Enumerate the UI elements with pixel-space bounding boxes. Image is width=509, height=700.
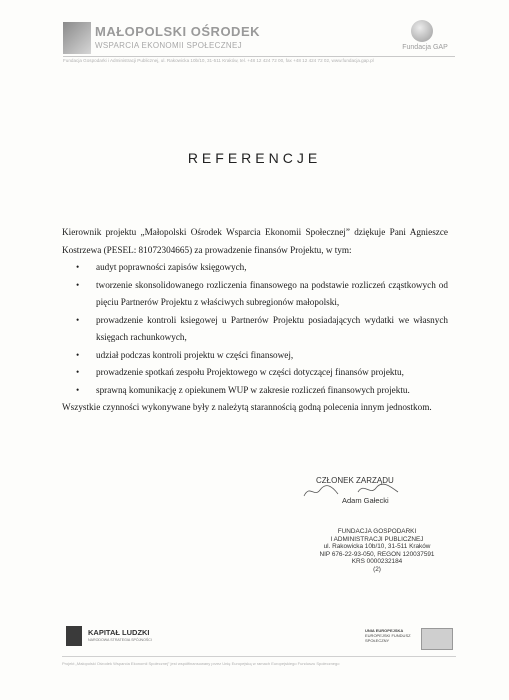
kapital-ludzki-title: KAPITAŁ LUDZKI — [88, 628, 150, 637]
bullet-icon: • — [76, 262, 80, 272]
eu-title: UNIA EUROPEJSKA — [365, 628, 404, 633]
header-address: Fundacja Gospodarki i Administracji Publicznej, ul. Rakowicka 10b/10, 31-511 Kraków, tel. +48 12 424 72 00, fax +48 12 424 72 02, www.fundacja.gap.pl — [63, 58, 374, 63]
eu-logo — [365, 626, 457, 652]
kapital-ludzki-icon — [66, 626, 82, 646]
mowes-logo — [63, 22, 261, 56]
footer — [0, 612, 509, 700]
globe-icon — [411, 20, 433, 42]
logo-subtitle: WSPARCIA EKONOMII SPOŁECZNEJ — [95, 41, 242, 50]
list-item-text: prowadzenie spotkań zespołu Projektowego w części dotyczącej finansów projektu, — [96, 367, 404, 377]
list-item-text: tworzenie skonsolidowanego rozliczenia finansowego na podstawie rozliczeń cząstkowych od pięciu Partnerów Projektu z właściwych subregionów małopolski, — [96, 279, 448, 307]
kapital-ludzki-subtitle: NARODOWA STRATEGIA SPÓJNOŚCI — [88, 638, 152, 642]
intro-paragraph: Kierownik projektu „Małopolski Ośrodek Wsparcia Ekonomii Społecznej” dziękuje Pani Agnieszce Kostrzewa (PESEL: 81072304665) za prowadzenie finansów Projektu, w tym: — [62, 227, 448, 255]
stamp-line: ul. Rakowicka 10b/10, 31-511 Kraków — [323, 543, 431, 551]
list-item-text: sprawną komunikację z opiekunem WUP w zakresie rozliczeń finansowych projektu. — [96, 384, 410, 395]
signature-role: CZŁONEK ZARZĄDU — [316, 476, 394, 485]
stamp-line: NIP 676-22-93-050, REGON 120037591 — [319, 550, 435, 558]
letter-body — [62, 224, 448, 417]
eu-flag-icon — [421, 628, 453, 650]
list-item — [62, 347, 448, 365]
bullet-icon: • — [76, 384, 80, 395]
eu-subtitle: EUROPEJSKI FUNDUSZ SPOŁECZNY — [365, 633, 411, 643]
organization-stamp — [312, 528, 442, 574]
fundacja-gap-label: Fundacja GAP — [402, 44, 448, 51]
signature-block — [298, 476, 428, 526]
closing-paragraph: Wszystkie czynności wykonywane były z należytą starannością godną polecenia innym jednostkom. — [62, 402, 432, 412]
list-item — [62, 364, 448, 382]
list-item-text: udział podczas kontroli projektu w części finansowej, — [96, 349, 294, 360]
document-title: REFERENCJE — [187, 150, 322, 166]
list-item-text: audyt poprawności zapisów księgowych, — [96, 262, 247, 272]
footer-divider — [62, 656, 456, 657]
footer-note: Projekt „Małopolski Ośrodek Wsparcia Ekonomii Społecznej” jest współfinansowany przez Unię Europejską w ramach Europejskiego Funduszu Społecznego — [62, 661, 340, 666]
bullet-icon: • — [76, 314, 80, 325]
signatory-name: Adam Gałecki — [342, 496, 389, 505]
kapital-ludzki-logo — [66, 622, 166, 652]
stamp-line: FUNDACJA GOSPODARKI — [337, 528, 417, 535]
list-item — [62, 312, 448, 347]
stamp-line: I ADMINISTRACJI PUBLICZNEJ — [330, 535, 424, 543]
list-item — [62, 382, 448, 400]
duties-list — [62, 259, 448, 399]
letterhead — [0, 0, 509, 66]
list-item-text: prowadzenie kontroli ksiegowej u Partnerów Projektu posiadających wydatki we własnych księgach rachunkowych, — [96, 314, 448, 342]
fundacja-gap-logo — [395, 20, 455, 56]
eu-text — [365, 628, 417, 643]
logo-title: MAŁOPOLSKI OŚRODEK — [95, 24, 261, 39]
stamp-line: KRS 0000232184 — [351, 558, 403, 566]
list-item — [62, 277, 448, 312]
stamp-line: (2) — [373, 565, 381, 573]
bullet-icon: • — [76, 367, 80, 377]
bullet-icon: • — [76, 279, 80, 290]
logo-mark-icon — [63, 22, 91, 54]
list-item — [62, 259, 448, 277]
bullet-icon: • — [76, 349, 80, 360]
header-divider — [63, 56, 455, 57]
